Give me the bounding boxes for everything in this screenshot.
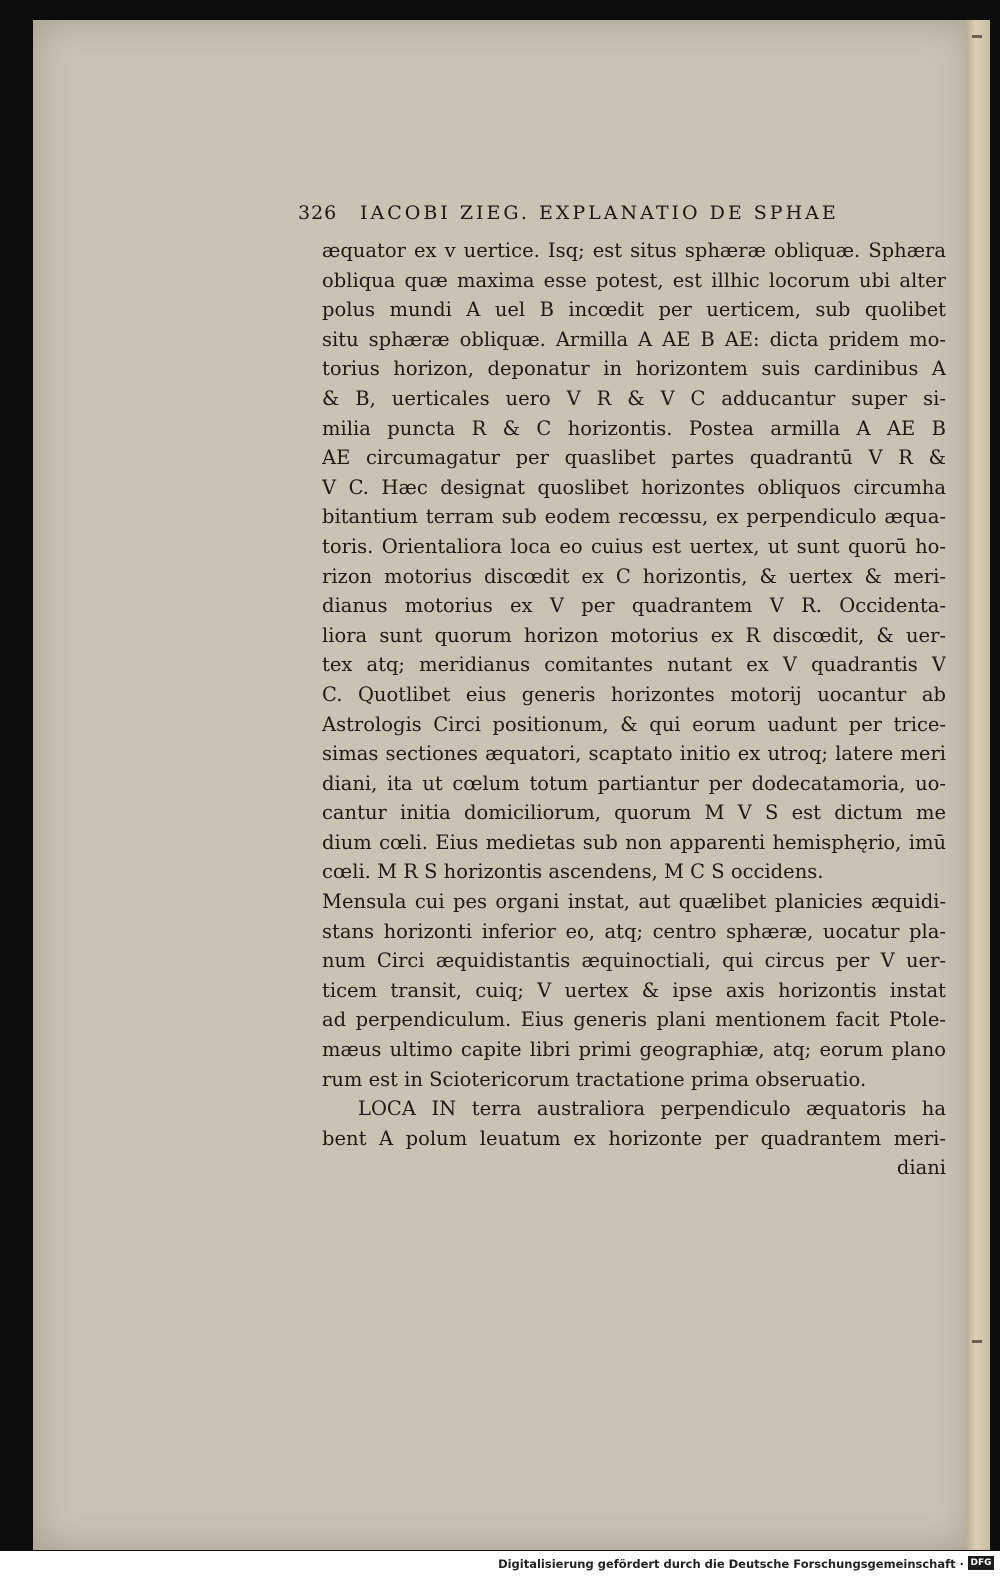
text-line: simas sectiones æquatori, scaptato initio ex utroq; latere meri — [322, 742, 946, 766]
text-line: dianus motorius ex V per quadrantem V R. Occidenta- — [322, 594, 946, 618]
text-line: obliqua quæ maxima esse potest, est illhic locorum ubi alter — [322, 268, 946, 292]
text-line: ticem transit, cuiq; V uertex & ipse axis horizontis instat — [322, 978, 946, 1002]
page-fore-edge — [966, 20, 990, 1550]
text-line: tex atq; meridianus comitantes nutant ex V quadrantis V — [322, 653, 946, 677]
text-line: dium cœli. Eius medietas sub non apparenti hemisphęrio, imū — [322, 830, 946, 854]
text-line: æquator ex v uertice. Isq; est situs sphæræ obliquæ. Sphæra — [322, 239, 946, 262]
text-line: rizon motorius discœdit ex C horizontis, & uertex & meri- — [322, 564, 946, 588]
text-line: V C. Hæc designat quoslibet horizontes obliquos circumha — [322, 475, 946, 499]
page-number: 326 — [298, 202, 338, 224]
text-line: bent A polum leuatum ex horizonte per quadrantem meri- — [322, 1126, 946, 1150]
text-line: rum est in Sciotericorum tractatione prima obseruatio. — [322, 1067, 867, 1091]
text-line: bitantium terram sub eodem recœssu, ex perpendiculo æqua- — [322, 505, 946, 529]
text-line: C. Quotlibet eius generis horizontes motorij uocantur ab — [322, 682, 946, 706]
text-line: torius horizon, deponatur in horizontem suis cardinibus A — [322, 357, 946, 381]
text-line: liora sunt quorum horizon motorius ex R discœdit, & uer- — [322, 623, 946, 647]
text-line: polus mundi A uel B incœdit per uerticem, sub quolibet — [322, 298, 946, 322]
text-line: & B, uerticales uero V R & V C adducantur super si- — [322, 386, 946, 410]
funding-credit: Digitalisierung gefördert durch die Deutsche Forschungsgemeinschaft · — [498, 1557, 964, 1571]
text-line: Astrologis Circi positionum, & qui eorum uadunt per trice- — [322, 712, 946, 736]
text-line: LOCA IN terra australiora perpendiculo æquatoris ha — [358, 1097, 946, 1121]
text-line: Mensula cui pes organi instat, aut quælibet planicies æquidi- — [322, 890, 946, 914]
dfg-logo-icon: DFG — [968, 1556, 994, 1570]
running-header — [298, 202, 938, 230]
catchword: diani — [896, 1156, 946, 1180]
body-text — [322, 236, 946, 1183]
text-line: toris. Orientaliora loca eo cuius est uertex, ut sunt quorū ho- — [322, 534, 946, 558]
text-line: num Circi æquidistantis æquinoctiali, qui circus per V uer- — [322, 949, 946, 973]
text-line: AE circumagatur per quaslibet partes quadrantū V R & — [322, 446, 946, 470]
text-line: stans horizonti inferior eo, atq; centro sphæræ, uocatur pla- — [322, 919, 946, 943]
edge-mark — [972, 1340, 982, 1343]
text-line: milia puncta R & C horizontis. Postea armilla A AE B — [322, 416, 946, 440]
text-line: cœli. M R S horizontis ascendens, M C S occidens. — [322, 860, 824, 884]
edge-mark — [972, 35, 982, 38]
text-line: cantur initia domiciliorum, quorum M V S est dictum me — [322, 801, 946, 825]
text-line: situ sphæræ obliquæ. Armilla A AE B AE: dicta pridem mo- — [322, 327, 946, 351]
text-line: ad perpendiculum. Eius generis plani mentionem facit Ptole- — [322, 1008, 946, 1032]
running-head-title: IACOBI ZIEG. EXPLANATIO DE SPHAE — [360, 202, 839, 224]
text-line: mæus ultimo capite libri primi geographiæ, atq; eorum plano — [322, 1038, 946, 1062]
text-line: diani, ita ut cœlum totum partiantur per dodecatamoria, uo- — [322, 771, 946, 795]
